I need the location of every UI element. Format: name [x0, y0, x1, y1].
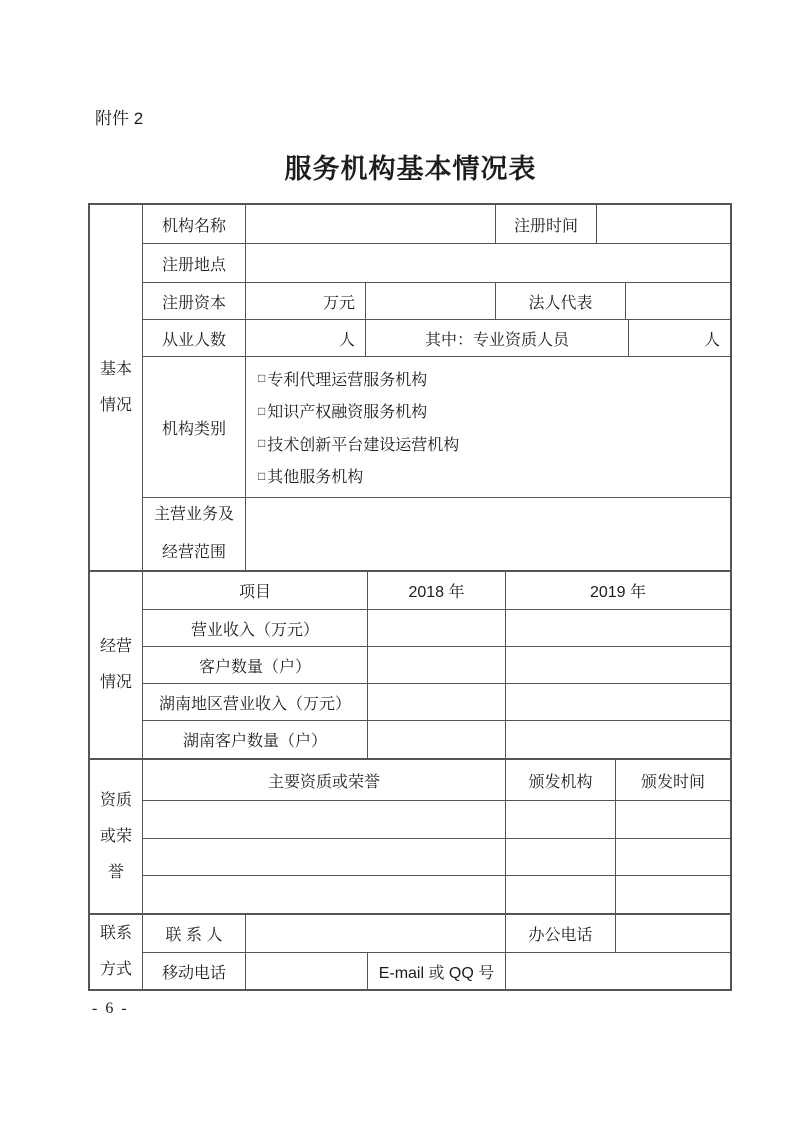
operating-value-2018-cell: [367, 610, 505, 646]
page-number: - 6 -: [92, 1000, 129, 1017]
checkbox-icon: □: [258, 436, 266, 451]
section-contact-label: [90, 915, 143, 989]
qualification-time-cell: [615, 876, 730, 913]
reg-time-value-cell: [596, 205, 730, 243]
org-name-label: 机构名称: [161, 217, 226, 235]
contact-row-person: [143, 915, 730, 952]
row-reg-place: [143, 243, 730, 282]
page-title: 服务机构基本情况表: [284, 154, 537, 184]
qualification-time-cell: [615, 839, 730, 875]
section-contact-label-text: 联系方式: [100, 925, 133, 978]
operating-header-item: 项目: [238, 584, 271, 601]
operating-value-2019-cell: [505, 610, 730, 646]
reg-capital-label: 注册资本: [161, 294, 226, 312]
operating-value-2018-cell: [367, 684, 505, 720]
category-option-patent-agency: [258, 367, 427, 390]
operating-value-2019-cell: [505, 647, 730, 683]
operating-value-2019-cell: [505, 684, 730, 720]
operating-value-2019-cell: [505, 721, 730, 758]
operating-row-hunan-clients: [143, 720, 730, 758]
operating-row-label: 湖南地区营业收入（万元）: [158, 695, 351, 713]
reg-capital-unit: 万元: [245, 283, 365, 319]
operating-value-2018-cell: [367, 647, 505, 683]
section-basic-label: [90, 205, 143, 570]
section-operating: [90, 570, 730, 758]
main-business-value-cell: [245, 498, 730, 570]
row-reg-capital: [143, 282, 730, 319]
checkbox-icon: □: [258, 468, 266, 483]
category-option-label: 专利代理运营服务机构: [267, 371, 428, 389]
qualification-issuer-cell: [505, 839, 615, 875]
category-option-ip-financing: [258, 399, 427, 422]
org-name-value-cell: [245, 205, 495, 243]
qualification-header-time: 颁发时间: [615, 760, 730, 800]
contact-person-label: 联 系 人: [165, 927, 223, 944]
office-phone-value-cell: [615, 915, 730, 952]
checkbox-icon: □: [258, 403, 266, 418]
form-table: [88, 203, 732, 991]
category-option-label: 知识产权融资服务机构: [267, 404, 428, 422]
operating-header-2018: 2018 年: [367, 572, 505, 609]
qualification-row: [143, 875, 730, 913]
qualification-name-cell: [143, 839, 505, 875]
category-option-tech-platform: [258, 432, 459, 455]
section-operating-label: [90, 572, 143, 758]
operating-header-2019: 2019 年: [505, 572, 730, 609]
category-label: 机构类别: [161, 420, 226, 438]
qualification-issuer-cell: [505, 801, 615, 838]
contact-row-mobile: [143, 952, 730, 989]
category-option-other: [258, 464, 363, 487]
qualification-name-cell: [143, 876, 505, 913]
category-option-label: 其他服务机构: [267, 469, 364, 487]
operating-header-row: [143, 572, 730, 609]
qualification-header-row: [143, 760, 730, 800]
legal-rep-value-cell: [625, 283, 730, 319]
category-option-label: 技术创新平台建设运营机构: [267, 436, 460, 454]
operating-value-2018-cell: [367, 721, 505, 758]
section-qualification: [90, 758, 730, 913]
row-main-business: [143, 497, 730, 570]
mobile-phone-label: 移动电话: [161, 964, 226, 982]
professional-staff-unit: 人: [628, 320, 730, 356]
attachment-label: 附件 2: [95, 109, 144, 128]
section-qualification-label: [90, 760, 143, 913]
mobile-phone-value-cell: [245, 953, 367, 989]
operating-row-hunan-revenue: [143, 683, 730, 720]
operating-row-clients: [143, 646, 730, 683]
operating-row-label: 湖南客户数量（户）: [182, 733, 327, 750]
legal-rep-label: 法人代表: [495, 283, 625, 319]
email-qq-label: E-mail 或 QQ 号: [367, 953, 505, 989]
qualification-row: [143, 838, 730, 875]
reg-place-label: 注册地点: [161, 256, 226, 274]
qualification-issuer-cell: [505, 876, 615, 913]
section-contact: [90, 913, 730, 989]
qualification-name-cell: [143, 801, 505, 838]
section-qualification-label-text: 资质或荣誉: [100, 791, 133, 881]
qualification-row: [143, 800, 730, 838]
checkbox-icon: □: [258, 371, 266, 386]
category-options-cell: [245, 357, 730, 497]
qualification-header-issuer: 颁发机构: [505, 760, 615, 800]
professional-staff-label: 其中：专业资质人员: [365, 320, 628, 356]
office-phone-label: 办公电话: [505, 915, 615, 952]
employees-unit: 人: [245, 320, 365, 356]
row-org-name: [143, 205, 730, 243]
contact-person-value-cell: [245, 915, 505, 952]
qualification-header-name: 主要资质或荣誉: [267, 773, 380, 791]
section-basic-info: [90, 205, 730, 570]
section-basic-label-text: 基本情况: [100, 360, 133, 414]
row-category: [143, 356, 730, 497]
operating-row-label: 客户数量（户）: [198, 658, 311, 676]
reg-time-label: 注册时间: [495, 205, 596, 243]
row-employees: [143, 319, 730, 356]
employees-label: 从业人数: [161, 331, 226, 349]
operating-row-revenue: [143, 609, 730, 646]
section-operating-label-text: 经营情况: [100, 638, 133, 691]
main-business-label: 主营业务及经营范围: [154, 506, 235, 561]
operating-row-label: 营业收入（万元）: [190, 621, 319, 639]
qualification-time-cell: [615, 801, 730, 838]
email-qq-value-cell: [505, 953, 730, 989]
reg-capital-value-cell: [365, 283, 495, 319]
reg-place-value-cell: [245, 244, 730, 282]
